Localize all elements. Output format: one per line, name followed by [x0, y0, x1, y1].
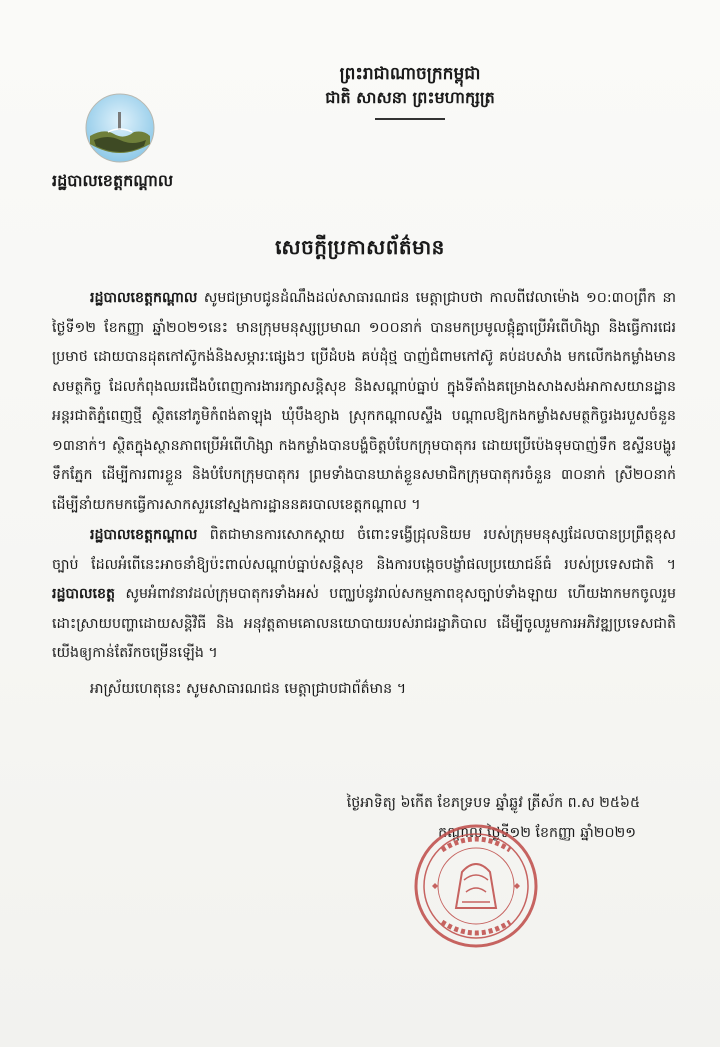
- motto-kingdom: ព្រះរាជាណាចក្រកម្ពុជា: [339, 64, 481, 84]
- paragraph-1-lead: រដ្ឋបាលខេត្តកណ្ដាល: [90, 290, 198, 306]
- paragraph-2-lead: រដ្ឋបាលខេត្តកណ្ដាល: [90, 527, 198, 543]
- issuing-organization: រដ្ឋបាលខេត្តកណ្ដាល: [52, 171, 174, 190]
- motto-divider: [375, 118, 445, 120]
- document-body: [52, 284, 676, 704]
- paragraph-3: អាស្រ័យហេតុនេះ សូមសាធារណជន មេត្តាជ្រាបជាព័ត៌មាន ។: [90, 680, 407, 697]
- paragraph-2-text: ពិតជាមានការសោកស្ដាយ ចំពោះទង្វើជ្រុលនិយម របស់ក្រុមមនុស្សដែលបានប្រព្រឹត្តខុសច្បាប់ ដែលអំពើនេះអាចនាំឱ្យប៉ះពាល់សណ្ដាប់ធ្នាប់សន្តិសុខ និងការបង្កេចបង្ខាំផលប្រយោជន៍ធំ របស់ប្រទេសជាតិ ។: [52, 527, 676, 573]
- paragraph-2-text-2: សូមអំពាវនាវដល់ក្រុមបាតុករទាំងអស់ បញ្ឈប់នូវរាល់សកម្មភាពខុសច្បាប់ទាំងឡាយ ហើយងាកមកចូលរួមដោះស្រាយបញ្ហាដោយសន្តិវិធី និង អនុវត្តតាមគោលនយោបាយរបស់រាជរដ្ឋាភិបាល ដើម្បីចូលរួមការអភិវឌ្ឍប្រទេសជាតិយើងឲ្យកាន់តែរីកចម្រើនឡើង ។: [52, 586, 676, 661]
- solar-date: កណ្ដាល ថ្ងៃទី១២ ខែកញ្ញា ឆ្នាំ២០២១: [438, 825, 636, 841]
- province-emblem-icon: [84, 92, 156, 164]
- national-motto: [220, 62, 600, 120]
- paragraph-2: [52, 521, 676, 669]
- lunar-date: ថ្ងៃអាទិត្យ ៦កើត ខែភទ្របទ ឆ្នាំឆ្លូវ ត្រីស័ក ព.ស ២៥៦៥: [346, 795, 640, 811]
- motto-nation-religion-king: ជាតិ សាសនា ព្រះមហាក្សត្រ: [325, 88, 495, 107]
- paragraph-1-text: សូមជម្រាបជូនដំណឹងដល់សាធារណជន មេត្តាជ្រាបថា កាលពីវេលាម៉ោង ១០:៣០ព្រឹក នាថ្ងៃទី១២ ខែកញ្ញា ឆ្នាំ២០២១នេះ មានក្រុមមនុស្សប្រមាណ ១០០នាក់ បានមកប្រមូលផ្ដុំគ្នាប្រើអំពើហិង្សា និងធ្វើការជេរប្រមាថ ដោយបានដុតកៅស៊ូកង់និងសម្ភារៈផ្សេងៗ ប្រើដំបង គប់ដុំថ្ម បាញ់ជំពាមកៅស៊ូ គប់ដបសាំង មកលើកងកម្លាំងមានសមត្ថកិច្ច ដែលកំពុងឈរជើងបំពេញការងាររក្សាសន្តិសុខ និងសណ្ដាប់ធ្នាប់ ក្នុងទីតាំងគម្រោងសាងសង់អាកាសយានដ្ឋានអន្តរជាតិភ្នំពេញថ្មី ស្ថិតនៅភូមិកំពង់តាឡុង ឃុំបឹងខ្យាង ស្រុកកណ្ដាលស្ទឹង បណ្ដាលឱ្យកងកម្លាំងសមត្ថកិច្ចរងរបួសចំនួន ១៣នាក់។ ស្ថិតក្នុងស្ថានភាពប្រើអំពើហិង្សា កងកម្លាំងបានបង្ហំចិត្តបំបែកក្រុមបាតុករ ដោយប្រើប៉េងទុមបាញ់ទឹក ឌស្ទីនបង្ហូរទឹកភ្នែក ដើម្បីការពារខ្លួន និងបំបែកក្រុមបាតុករ ព្រមទាំងបានឃាត់ខ្លួនសមាជិកក្រុមបាតុករចំនួន ៣០នាក់ ស្រី២០នាក់ ដើម្បីនាំយកមកធ្វើការសាកសួរនៅស្នងការដ្ឋាននគរបាលខេត្តកណ្ដាល ។: [52, 290, 676, 513]
- paragraph-1: [52, 284, 676, 520]
- document-title: សេចក្ដីប្រកាសព័ត៌មាន: [275, 235, 445, 259]
- paragraph-2-lead-2: រដ្ឋបាលខេត្ត: [52, 586, 116, 602]
- official-seal-icon: [412, 822, 540, 950]
